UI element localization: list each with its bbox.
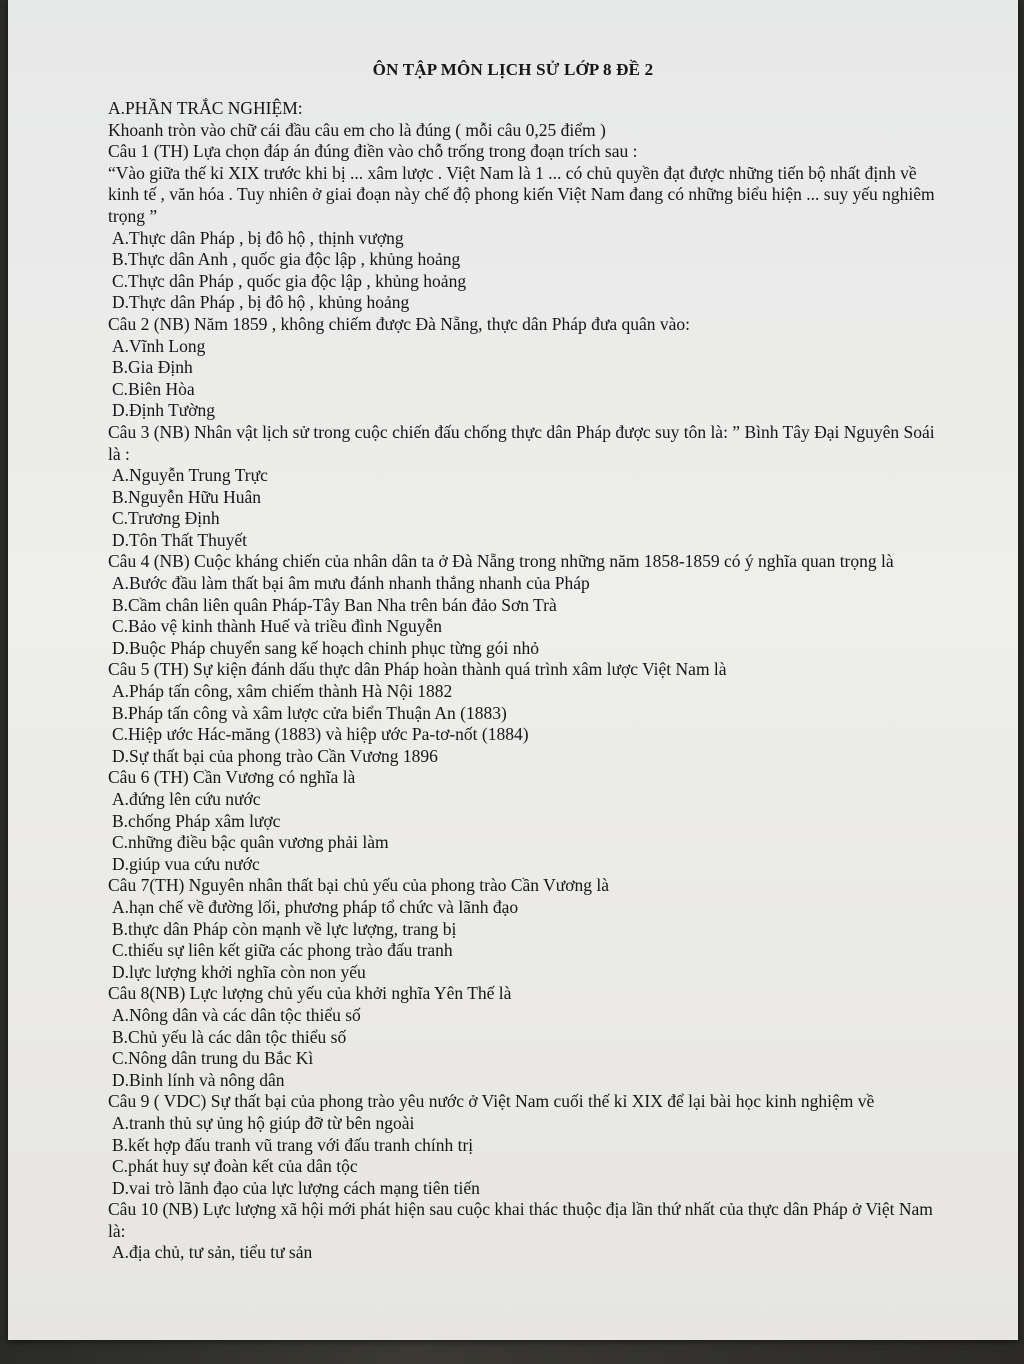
question-5-stem: Câu 5 (TH) Sự kiện đánh dấu thực dân Pháp hoàn thành quá trình xâm lược Việt Nam là [108, 659, 727, 680]
question-7-option-d: D.lực lượng khởi nghĩa còn non yếu [112, 961, 366, 982]
question-1-option-a: A.Thực dân Pháp , bị đô hộ , thịnh vượng [112, 227, 404, 248]
question-4-stem: Câu 4 (NB) Cuộc kháng chiến của nhân dân ta ở Đà Nẵng trong những năm 1858-1859 có ý nghĩa quan trọng là [108, 551, 894, 572]
question-6-option-d: D.giúp vua cứu nước [112, 853, 260, 874]
question-3-stem: Câu 3 (NB) Nhân vật lịch sử trong cuộc chiến đấu chống thực dân Pháp được suy tôn là: ” Bình Tây Đại Nguyên Soái là : [108, 421, 935, 464]
question-5-option-c: C.Hiệp ước Hác-măng (1883) và hiệp ước Pa-tơ-nốt (1884) [112, 724, 529, 745]
question-8-option-d: D.Binh lính và nông dân [112, 1069, 285, 1090]
question-1-stem: Câu 1 (TH) Lựa chọn đáp án đúng điền vào chỗ trống trong đoạn trích sau : [108, 141, 638, 162]
exam-sheet [8, 0, 1018, 1340]
question-2-stem: Câu 2 (NB) Năm 1859 , không chiếm được Đà Nẵng, thực dân Pháp đưa quân vào: [108, 313, 691, 334]
question-2-option-a: A.Vĩnh Long [112, 335, 206, 356]
question-8-stem: Câu 8(NB) Lực lượng chủ yếu của khởi nghĩa Yên Thế là [108, 983, 512, 1004]
question-6-option-c: C.những điều bậc quân vương phải làm [112, 832, 389, 853]
question-6-option-b: B.chống Pháp xâm lược [112, 810, 281, 831]
question-4-option-a: A.Bước đầu làm thất bại âm mưu đánh nhanh thắng nhanh của Pháp [112, 573, 590, 594]
question-1-option-b: B.Thực dân Anh , quốc gia độc lập , khủng hoảng [112, 249, 461, 270]
question-5-option-a: A.Pháp tấn công, xâm chiếm thành Hà Nội 1882 [112, 681, 453, 702]
question-3-option-a: A.Nguyễn Trung Trực [112, 465, 268, 486]
question-9-option-a: A.tranh thủ sự ủng hộ giúp đỡ từ bên ngoài [112, 1112, 415, 1133]
question-2-option-d: D.Định Tường [112, 400, 216, 421]
exam-content [108, 98, 938, 1264]
section-heading: A.PHẦN TRẮC NGHIỆM: [108, 98, 303, 118]
instruction: Khoanh tròn vào chữ cái đầu câu em cho là đúng ( mỗi câu 0,25 điểm ) [108, 119, 606, 140]
question-4-option-c: C.Bảo vệ kinh thành Huế và triều đình Nguyễn [112, 616, 443, 637]
question-1-option-d: D.Thực dân Pháp , bị đô hộ , khủng hoảng [112, 292, 410, 313]
question-10-stem: Câu 10 (NB) Lực lượng xã hội mới phát hiện sau cuộc khai thác thuộc địa lần thứ nhất của thực dân Pháp ở Việt Nam là: [108, 1199, 933, 1241]
question-8-option-c: C.Nông dân trung du Bắc Kì [112, 1048, 314, 1069]
question-8-option-a: A.Nông dân và các dân tộc thiểu số [112, 1004, 361, 1025]
question-1-passage: “Vào giữa thế kỉ XIX trước khi bị ... xâm lược . Việt Nam là 1 ... có chủ quyền đạt được những tiến bộ nhất định về kinh tế , văn hóa . Tuy nhiên ở giai đoạn này chế độ phong kiến Việt Nam đang có những biểu hiện ... suy yếu nghiêm trọng ” [108, 162, 935, 226]
question-3-option-d: D.Tôn Thất Thuyết [112, 529, 247, 550]
question-9-option-c: C.phát huy sự đoàn kết của dân tộc [112, 1156, 358, 1177]
question-9-stem: Câu 9 ( VDC) Sự thất bại của phong trào yêu nước ở Việt Nam cuối thế kỉ XIX để lại bài học kinh nghiệm về [108, 1091, 875, 1112]
question-1-option-c: C.Thực dân Pháp , quốc gia độc lập , khủng hoảng [112, 270, 467, 291]
question-7-option-c: C.thiếu sự liên kết giữa các phong trào đấu tranh [112, 940, 453, 961]
question-4-option-b: B.Cầm chân liên quân Pháp-Tây Ban Nha trên bán đảo Sơn Trà [112, 594, 557, 615]
question-7-option-b: B.thực dân Pháp còn mạnh về lực lượng, trang bị [112, 918, 457, 939]
question-4-option-d: D.Buộc Pháp chuyển sang kế hoạch chinh phục từng gói nhỏ [112, 637, 539, 658]
question-2-option-c: C.Biên Hòa [112, 378, 195, 399]
question-5-option-d: D.Sự thất bại của phong trào Cần Vương 1896 [112, 745, 438, 766]
question-5-option-b: B.Pháp tấn công và xâm lược cửa biển Thuận An (1883) [112, 702, 507, 723]
page-title: ÔN TẬP MÔN LỊCH SỬ LỚP 8 ĐỀ 2 [372, 60, 654, 79]
question-7-option-a: A.hạn chế về đường lối, phương pháp tổ chức và lãnh đạo [112, 896, 519, 917]
question-3-option-c: C.Trương Định [112, 508, 220, 529]
question-7-stem: Câu 7(TH) Nguyên nhân thất bại chủ yếu của phong trào Cần Vương là [108, 875, 609, 896]
question-9-option-b: B.kết hợp đấu tranh vũ trang với đấu tranh chính trị [112, 1134, 474, 1155]
question-2-option-b: B.Gia Định [112, 357, 193, 378]
question-3-option-b: B.Nguyễn Hữu Huân [112, 486, 261, 507]
question-10-option-a: A.địa chủ, tư sản, tiểu tư sản [112, 1242, 313, 1263]
question-6-stem: Câu 6 (TH) Cần Vương có nghĩa là [108, 767, 356, 788]
question-8-option-b: B.Chủ yếu là các dân tộc thiểu số [112, 1026, 347, 1047]
question-6-option-a: A.đứng lên cứu nước [112, 789, 261, 809]
question-9-option-d: D.vai trò lãnh đạo của lực lượng cách mạng tiên tiến [112, 1177, 480, 1198]
